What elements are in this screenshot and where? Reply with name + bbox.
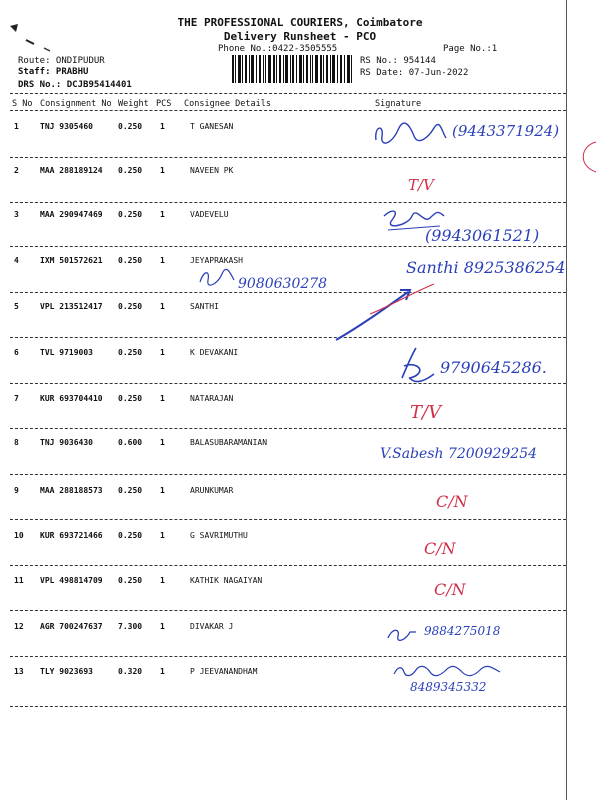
page-edge-line xyxy=(566,0,567,800)
document-title: THE PROFESSIONAL COURIERS, Coimbatore xyxy=(177,16,423,29)
row-separator xyxy=(10,474,566,475)
row-consignment-no: IXM 501572621 xyxy=(40,256,103,265)
row-pcs: 1 xyxy=(160,210,165,219)
row-sno: 10 xyxy=(14,531,24,540)
row-9-signature-cn: C/N xyxy=(436,492,468,511)
row-separator xyxy=(10,610,566,611)
row-weight: 0.320 xyxy=(118,667,143,676)
row-pcs: 1 xyxy=(160,576,165,585)
row-1-signature-phone: (9443371924) xyxy=(452,122,560,140)
row-consignee: KATHIK NAGAIYAN xyxy=(190,576,263,585)
row-12-signature-phone: 9884275018 xyxy=(424,624,501,638)
col-header-consignment: Consignment No xyxy=(40,99,112,109)
row-consignee: T GANESAN xyxy=(190,122,234,131)
row-weight: 0.250 xyxy=(118,210,143,219)
header-bottom-rule xyxy=(10,110,566,111)
barcode xyxy=(232,55,352,83)
row-pcs: 1 xyxy=(160,622,165,631)
row-consignee: P JEEVANANDHAM xyxy=(190,667,258,676)
row-consignee: K DEVAKANI xyxy=(190,348,239,357)
row-2-signature-tv: T/V xyxy=(408,176,434,194)
row-consignment-no: VPL 498814709 xyxy=(40,576,103,585)
row-sno: 7 xyxy=(14,394,19,403)
row-weight: 0.250 xyxy=(118,486,143,495)
row-separator xyxy=(10,519,566,520)
arrow-marks xyxy=(330,278,440,348)
col-header-weight: Weight xyxy=(118,99,149,109)
row-weight: 7.300 xyxy=(118,622,143,631)
row-weight: 0.250 xyxy=(118,348,143,357)
row-weight: 0.250 xyxy=(118,531,143,540)
row-consignment-no: TNJ 9305460 xyxy=(40,122,93,131)
row-weight: 0.600 xyxy=(118,438,143,447)
stray-pen-marks xyxy=(4,14,64,54)
col-header-signature: Signature xyxy=(375,99,422,109)
row-consignee: G SAVRIMUTHU xyxy=(190,531,248,540)
row-4-signature: Santhi 8925386254 xyxy=(406,258,566,277)
row-4-margin-phone: 9080630278 xyxy=(238,276,328,292)
row-separator xyxy=(10,428,566,429)
row-consignment-no: KUR 693704410 xyxy=(40,394,103,403)
row-sno: 8 xyxy=(14,438,19,447)
row-weight: 0.250 xyxy=(118,256,143,265)
row-separator xyxy=(10,202,566,203)
row-pcs: 1 xyxy=(160,394,165,403)
row-consignee: BALASUBARAMANIAN xyxy=(190,438,268,447)
row-pcs: 1 xyxy=(160,531,165,540)
row-3-signature-phone: (9943061521) xyxy=(425,226,540,245)
rs-date: RS Date: 07-Jun-2022 xyxy=(360,68,469,78)
signature-scribble-6 xyxy=(394,344,438,384)
row-pcs: 1 xyxy=(160,486,165,495)
row-sno: 5 xyxy=(14,302,19,311)
row-consignee: VADEVELU xyxy=(190,210,229,219)
row-sno: 6 xyxy=(14,348,19,357)
row-separator xyxy=(10,246,566,247)
row-consignment-no: TNJ 9036430 xyxy=(40,438,93,447)
row-pcs: 1 xyxy=(160,166,165,175)
row-consignment-no: KUR 693721466 xyxy=(40,531,103,540)
row-pcs: 1 xyxy=(160,667,165,676)
row-pcs: 1 xyxy=(160,302,165,311)
row-consignment-no: MAA 290947469 xyxy=(40,210,103,219)
phone-number: Phone No.:0422-3505555 xyxy=(218,44,338,54)
row-pcs: 1 xyxy=(160,348,165,357)
row-separator xyxy=(10,337,566,338)
row-pcs: 1 xyxy=(160,438,165,447)
row-consignee: SANTHI xyxy=(190,302,219,311)
row-consignee: ARUNKUMAR xyxy=(190,486,234,495)
row-11-signature-cn: C/N xyxy=(434,580,466,599)
signature-scribble-12 xyxy=(384,624,420,644)
row-weight: 0.250 xyxy=(118,166,143,175)
row-sno: 9 xyxy=(14,486,19,495)
row-sno: 4 xyxy=(14,256,19,265)
signature-scribble-1 xyxy=(370,118,450,148)
row-separator xyxy=(10,292,566,293)
signature-scribble-13 xyxy=(390,662,510,680)
row-separator xyxy=(10,565,566,566)
row-4-initials-scribble xyxy=(196,266,236,288)
row-weight: 0.250 xyxy=(118,122,143,131)
row-consignee: DIVAKAR J xyxy=(190,622,234,631)
row-sno: 12 xyxy=(14,622,24,631)
col-header-sno: S No xyxy=(12,99,33,109)
row-consignment-no: MAA 288189124 xyxy=(40,166,103,175)
document-subtitle: Delivery Runsheet - PCO xyxy=(223,30,377,43)
row-sno: 1 xyxy=(14,122,19,131)
row-separator xyxy=(10,656,566,657)
col-header-consignee: Consignee Details xyxy=(184,99,271,109)
row-pcs: 1 xyxy=(160,122,165,131)
row-sno: 2 xyxy=(14,166,19,175)
row-consignment-no: MAA 288188573 xyxy=(40,486,103,495)
row-consignment-no: VPL 213512417 xyxy=(40,302,103,311)
row-8-signature: V.Sabesh 7200929254 xyxy=(380,446,538,462)
row-7-signature-tv: T/V xyxy=(410,402,442,423)
row-sno: 3 xyxy=(14,210,19,219)
row-consignee: NAVEEN PK xyxy=(190,166,234,175)
row-sno: 11 xyxy=(14,576,24,585)
row-consignment-no: TVL 9719003 xyxy=(40,348,93,357)
row-weight: 0.250 xyxy=(118,394,143,403)
staff: Staff: PRABHU xyxy=(18,67,89,77)
row-consignment-no: TLY 9023693 xyxy=(40,667,93,676)
rs-number: RS No.: 954144 xyxy=(360,56,436,66)
row-separator xyxy=(10,383,566,384)
row-consignment-no: AGR 700247637 xyxy=(40,622,103,631)
row-6-signature-phone: 9790645286. xyxy=(440,358,547,377)
row-pcs: 1 xyxy=(160,256,165,265)
margin-scribble xyxy=(566,138,600,178)
row-separator xyxy=(10,157,566,158)
row-10-signature-cn: C/N xyxy=(424,539,456,558)
route: Route: ONDIPUDUR xyxy=(18,56,105,66)
page-number: Page No.:1 xyxy=(443,44,498,54)
row-weight: 0.250 xyxy=(118,302,143,311)
drs-number: DRS No.: DCJB95414401 xyxy=(18,80,132,90)
col-header-pcs: PCS xyxy=(156,99,172,109)
row-consignee: JEYAPRAKASH xyxy=(190,256,243,265)
row-consignee: NATARAJAN xyxy=(190,394,234,403)
table-top-rule xyxy=(10,93,566,94)
row-13-signature-phone: 8489345332 xyxy=(410,680,487,694)
row-weight: 0.250 xyxy=(118,576,143,585)
row-sno: 13 xyxy=(14,667,24,676)
table-bottom-rule xyxy=(10,706,566,707)
